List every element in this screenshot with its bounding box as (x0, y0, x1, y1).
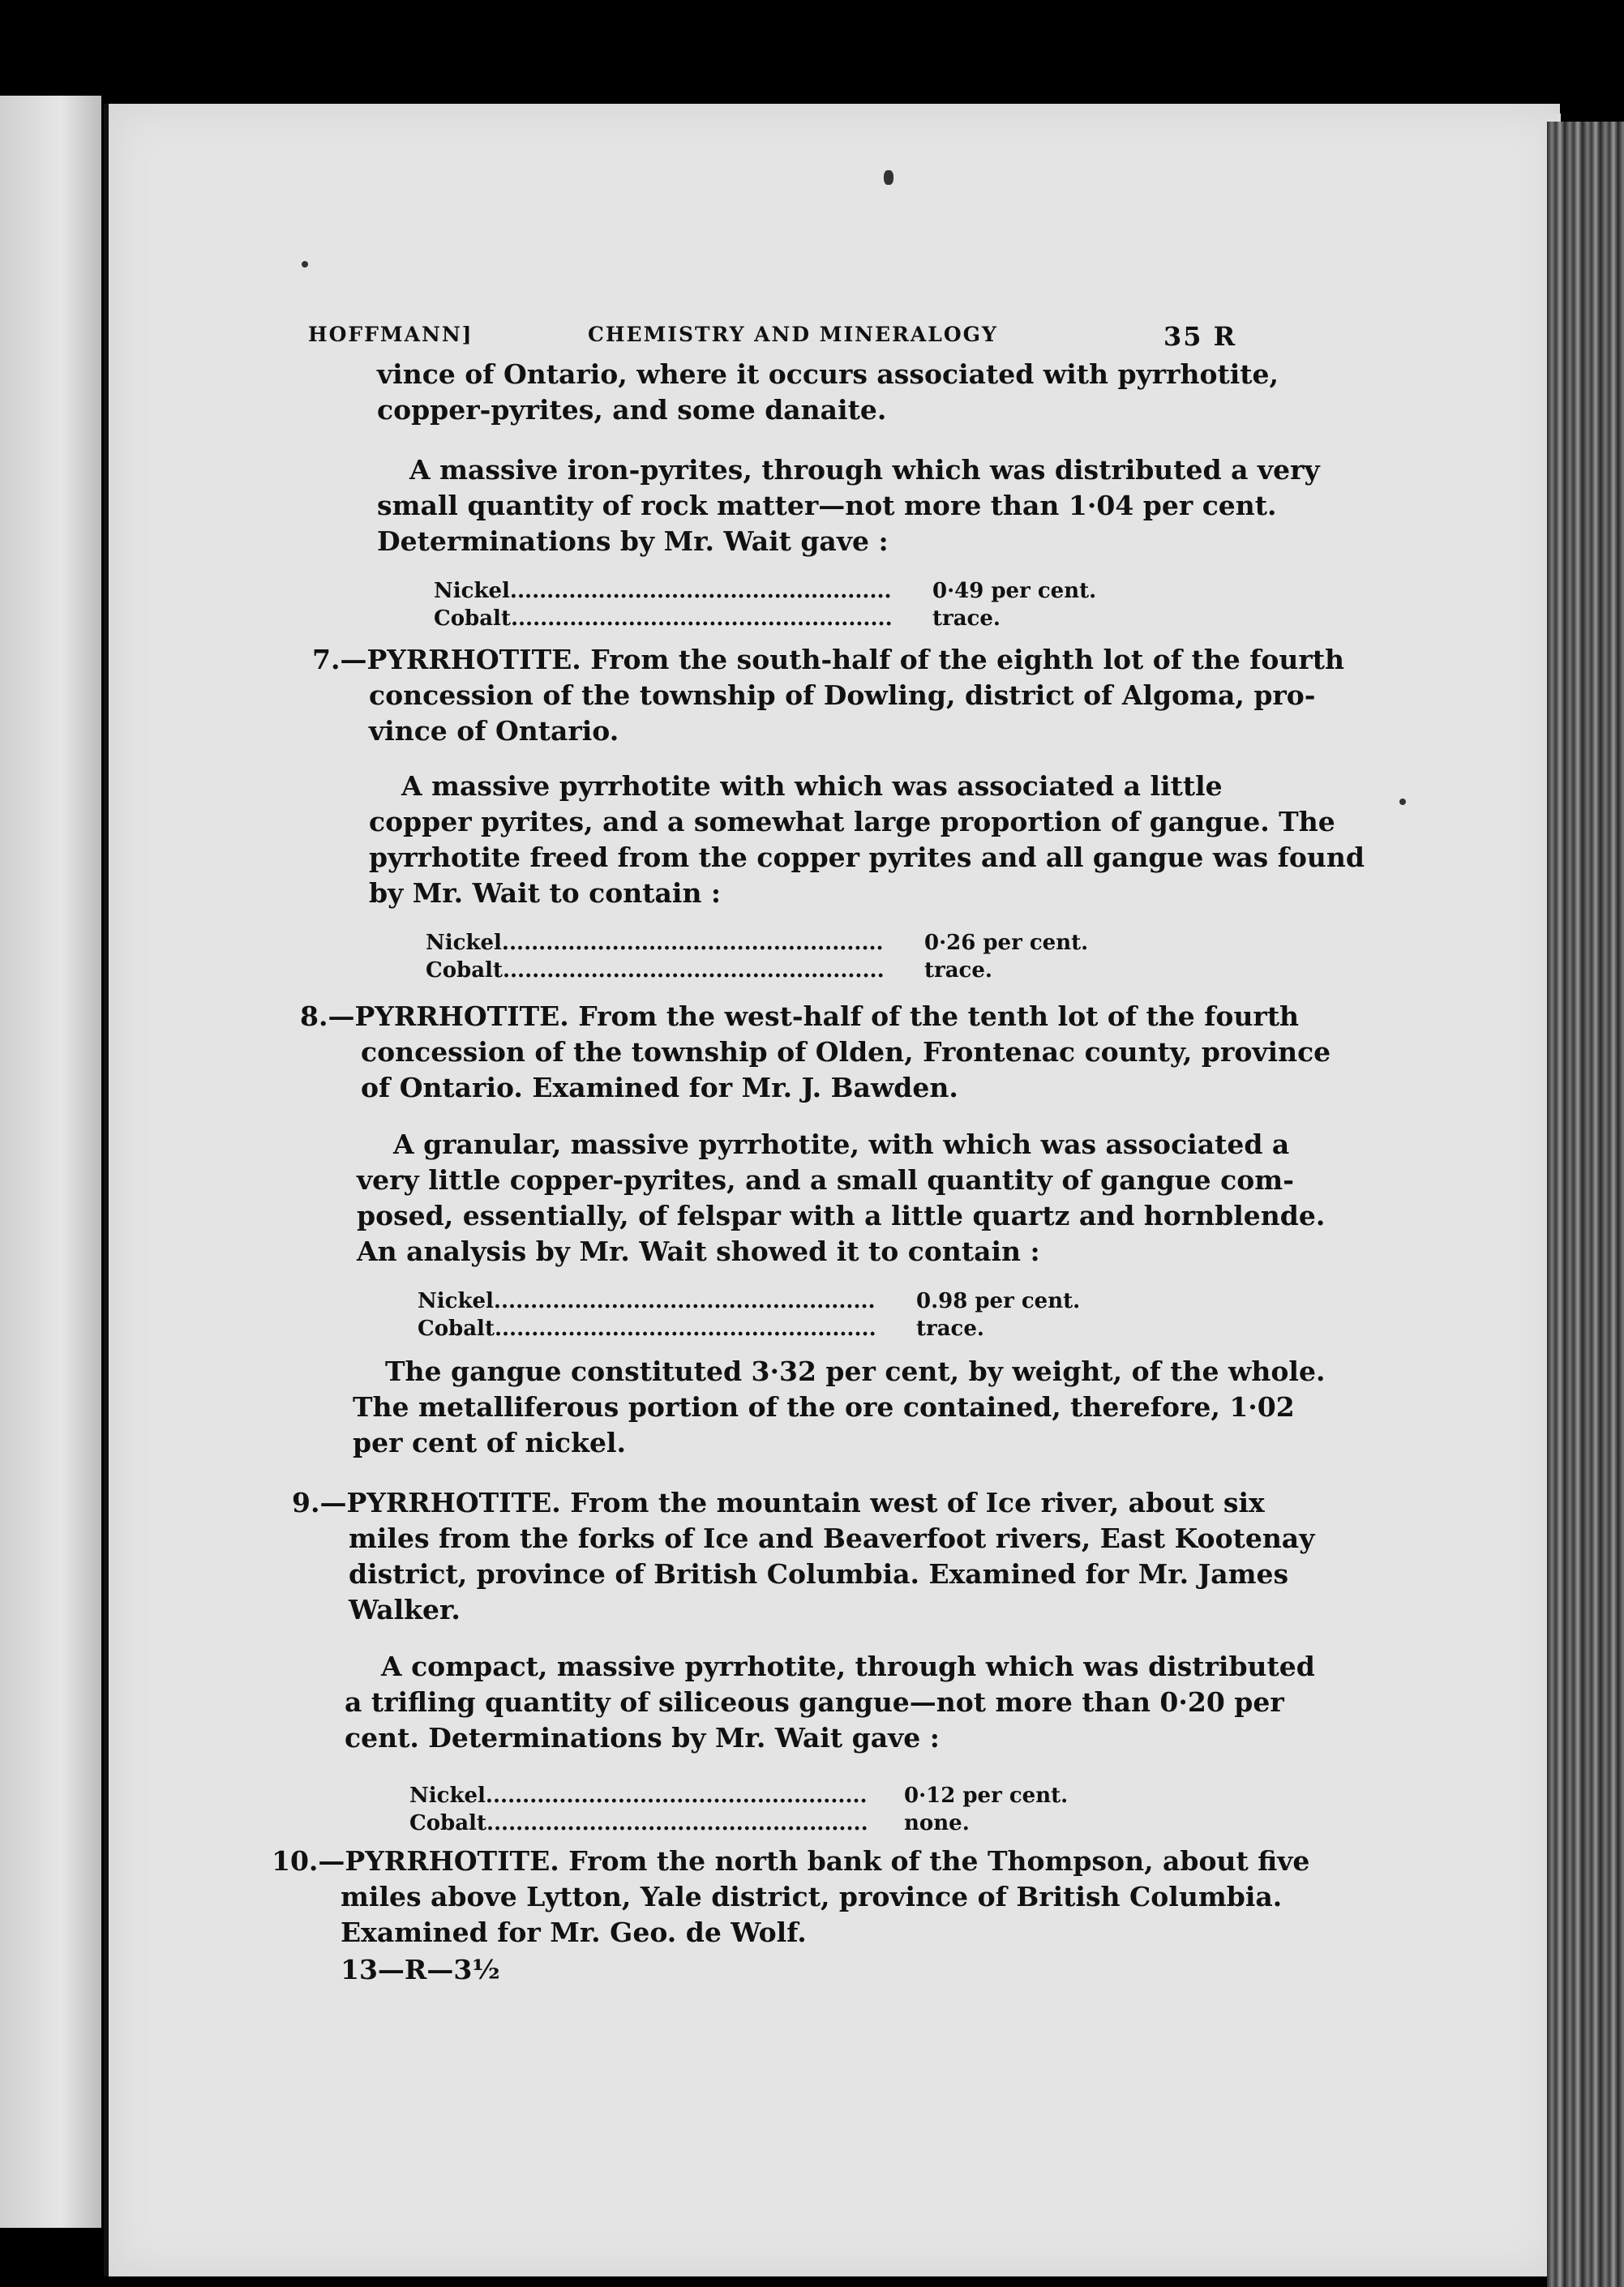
text-line: posed, essentially, of felspar with a little quartz and hornblende. (357, 1200, 1326, 1231)
text-line: 9.—PYRRHOTITE. From the mountain west of Ice river, about six (292, 1487, 1265, 1518)
text-line: A compact, massive pyrrhotite, through which was distributed (381, 1651, 1315, 1682)
running-head-title: CHEMISTRY AND MINERALOGY (588, 323, 998, 346)
text-line: small quantity of rock matter—not more than 1·04 per cent. (377, 490, 1277, 521)
text-line: a trifling quantity of siliceous gangue—not more than 0·20 per (345, 1686, 1284, 1718)
speck-mark (884, 170, 893, 185)
text-line: An analysis by Mr. Wait showed it to contain : (357, 1236, 1040, 1267)
text-line: Examined for Mr. Geo. de Wolf. (341, 1917, 807, 1948)
text-line: per cent of nickel. (353, 1427, 626, 1458)
analysis-label: Cobalt.................................................... (409, 1811, 868, 1835)
text-line: 8.—PYRRHOTITE. From the west-half of the tenth lot of the fourth (300, 1000, 1300, 1032)
text-line: Walker. (349, 1594, 461, 1625)
text-line: The gangue constituted 3·32 per cent, by weight, of the whole. (385, 1355, 1326, 1387)
text-line: Determinations by Mr. Wait gave : (377, 525, 889, 557)
analysis-value: 0·49 per cent. (932, 579, 1097, 603)
analysis-value: 0·12 per cent. (904, 1784, 1069, 1808)
analysis-label: Cobalt.................................................... (426, 958, 885, 983)
text-line: 10.—PYRRHOTITE. From the north bank of the Thompson, about five (272, 1845, 1310, 1877)
analysis-label: Nickel.................................................... (426, 931, 884, 955)
analysis-label: Cobalt.................................................... (418, 1317, 876, 1341)
text-line: cent. Determinations by Mr. Wait gave : (345, 1722, 940, 1754)
text-line: vince of Ontario, where it occurs associated with pyrrhotite, (377, 358, 1279, 390)
analysis-value: 0.98 per cent. (916, 1289, 1081, 1313)
analysis-label: Nickel.................................................... (409, 1784, 868, 1808)
text-line: vince of Ontario. (369, 715, 619, 747)
text-line: 7.—PYRRHOTITE. From the south-half of the eighth lot of the fourth (312, 644, 1345, 675)
analysis-value: none. (904, 1811, 970, 1835)
text-line: of Ontario. Examined for Mr. J. Bawden. (361, 1072, 958, 1103)
speck-mark (1399, 799, 1406, 805)
text-line: concession of the township of Dowling, district of Algoma, pro- (369, 679, 1316, 711)
speck-mark (302, 261, 308, 268)
analysis-label: Nickel.................................................... (434, 579, 892, 603)
text-line: copper-pyrites, and some danaite. (377, 394, 887, 426)
text-line: concession of the township of Olden, Frontenac county, province (361, 1036, 1331, 1068)
facing-page-edge (0, 96, 101, 2228)
text-line: miles from the forks of Ice and Beaverfoot rivers, East Kootenay (349, 1523, 1315, 1554)
analysis-value: trace. (924, 958, 992, 983)
page-stack-edge (1547, 122, 1624, 2287)
analysis-label: Cobalt.................................................... (434, 606, 893, 631)
page-number: 35 R (1163, 321, 1237, 352)
text-line: very little copper-pyrites, and a small quantity of gangue com- (357, 1164, 1294, 1196)
text-line: 13—R—3½ (341, 1954, 500, 1985)
analysis-value: trace. (932, 606, 1001, 631)
text-line: pyrrhotite freed from the copper pyrites and all gangue was found (369, 842, 1365, 873)
text-line: A granular, massive pyrrhotite, with which was associated a (393, 1129, 1290, 1160)
text-line: A massive pyrrhotite with which was associated a little (401, 770, 1223, 802)
analysis-value: 0·26 per cent. (924, 931, 1089, 955)
text-line: The metalliferous portion of the ore contained, therefore, 1·02 (353, 1391, 1295, 1423)
text-line: copper pyrites, and a somewhat large proportion of gangue. The (369, 806, 1335, 837)
text-line: by Mr. Wait to contain : (369, 877, 722, 909)
running-head-author: HOFFMANN] (308, 323, 473, 346)
text-line: miles above Lytton, Yale district, province of British Columbia. (341, 1881, 1283, 1912)
text-line: district, province of British Columbia. Examined for Mr. James (349, 1558, 1289, 1590)
analysis-value: trace. (916, 1317, 984, 1341)
analysis-label: Nickel.................................................... (418, 1289, 876, 1313)
text-line: A massive iron-pyrites, through which was distributed a very (409, 454, 1320, 486)
